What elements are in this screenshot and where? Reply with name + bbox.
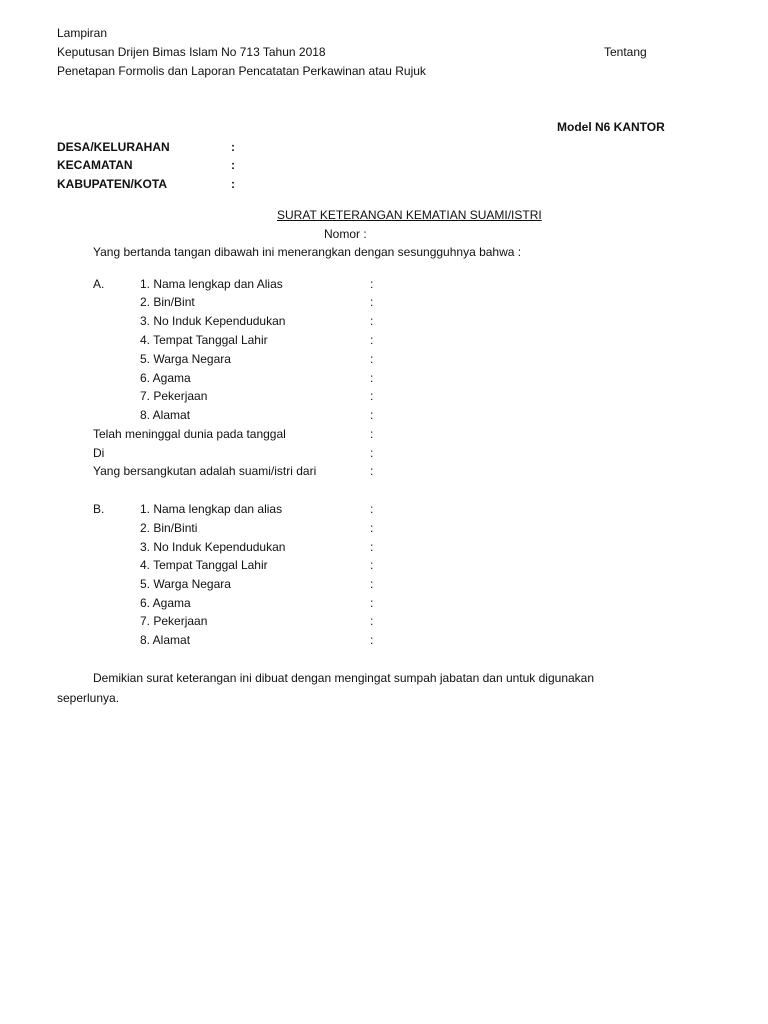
a-item-warga: 5. Warga Negara <box>140 352 231 366</box>
b-colon: : <box>370 558 374 572</box>
kecamatan-colon: : <box>231 158 235 172</box>
kecamatan-label: KECAMATAN <box>57 158 133 172</box>
tentang-label: Tentang <box>604 45 647 59</box>
a-colon: : <box>370 333 374 347</box>
meninggal-di-label: Di <box>93 446 105 460</box>
a-colon: : <box>370 389 374 403</box>
a-colon: : <box>370 446 374 460</box>
intro-text: Yang bertanda tangan dibawah ini menerangkan dengan sesungguhnya bahwa : <box>93 245 522 259</box>
b-item-alamat: 8. Alamat <box>140 633 191 647</box>
b-item-agama: 6. Agama <box>140 596 191 610</box>
kabupaten-label: KABUPATEN/KOTA <box>57 177 167 191</box>
a-colon: : <box>370 464 374 478</box>
b-colon: : <box>370 577 374 591</box>
a-colon: : <box>370 277 374 291</box>
kabupaten-colon: : <box>231 177 235 191</box>
a-item-agama: 6. Agama <box>140 371 191 385</box>
section-a-marker: A. <box>93 277 105 291</box>
b-item-warga: 5. Warga Negara <box>140 577 231 591</box>
lampiran-label: Lampiran <box>57 26 108 40</box>
b-colon: : <box>370 502 374 516</box>
a-colon: : <box>370 295 374 309</box>
b-item-pekerjaan: 7. Pekerjaan <box>140 614 208 628</box>
b-colon: : <box>370 540 374 554</box>
b-item-nik: 3. No Induk Kependudukan <box>140 540 286 554</box>
document-title: SURAT KETERANGAN KEMATIAN SUAMI/ISTRI <box>277 208 542 222</box>
a-colon: : <box>370 408 374 422</box>
nomor-label: Nomor : <box>324 227 367 241</box>
closing-text-line1: Demikian surat keterangan ini dibuat dengan mengingat sumpah jabatan dan untuk digunakan <box>93 671 595 685</box>
desa-colon: : <box>231 140 235 154</box>
a-colon: : <box>370 427 374 441</box>
a-item-nik: 3. No Induk Kependudukan <box>140 314 286 328</box>
a-colon: : <box>370 352 374 366</box>
b-colon: : <box>370 521 374 535</box>
closing-text-line2: seperlunya. <box>57 691 120 705</box>
model-label: Model N6 KANTOR <box>557 120 665 134</box>
keputusan-line: Keputusan Drijen Bimas Islam No 713 Tahun 2018 <box>57 45 326 59</box>
b-item-bin: 2. Bin/Binti <box>140 521 198 535</box>
b-item-ttl: 4. Tempat Tanggal Lahir <box>140 558 268 572</box>
a-item-ttl: 4. Tempat Tanggal Lahir <box>140 333 268 347</box>
a-colon: : <box>370 314 374 328</box>
penetapan-line: Penetapan Formolis dan Laporan Pencatatan Perkawinan atau Rujuk <box>57 64 426 78</box>
meninggal-tanggal-label: Telah meninggal dunia pada tanggal <box>93 427 286 441</box>
desa-label: DESA/KELURAHAN <box>57 140 170 154</box>
suami-istri-label: Yang bersangkutan adalah suami/istri dari <box>93 464 317 478</box>
b-colon: : <box>370 633 374 647</box>
a-colon: : <box>370 371 374 385</box>
b-colon: : <box>370 614 374 628</box>
a-item-nama: 1. Nama lengkap dan Alias <box>140 277 283 291</box>
section-b-marker: B. <box>93 502 105 516</box>
a-item-pekerjaan: 7. Pekerjaan <box>140 389 208 403</box>
a-item-alamat: 8. Alamat <box>140 408 191 422</box>
b-colon: : <box>370 596 374 610</box>
a-item-bin: 2. Bin/Bint <box>140 295 195 309</box>
b-item-nama: 1. Nama lengkap dan alias <box>140 502 283 516</box>
